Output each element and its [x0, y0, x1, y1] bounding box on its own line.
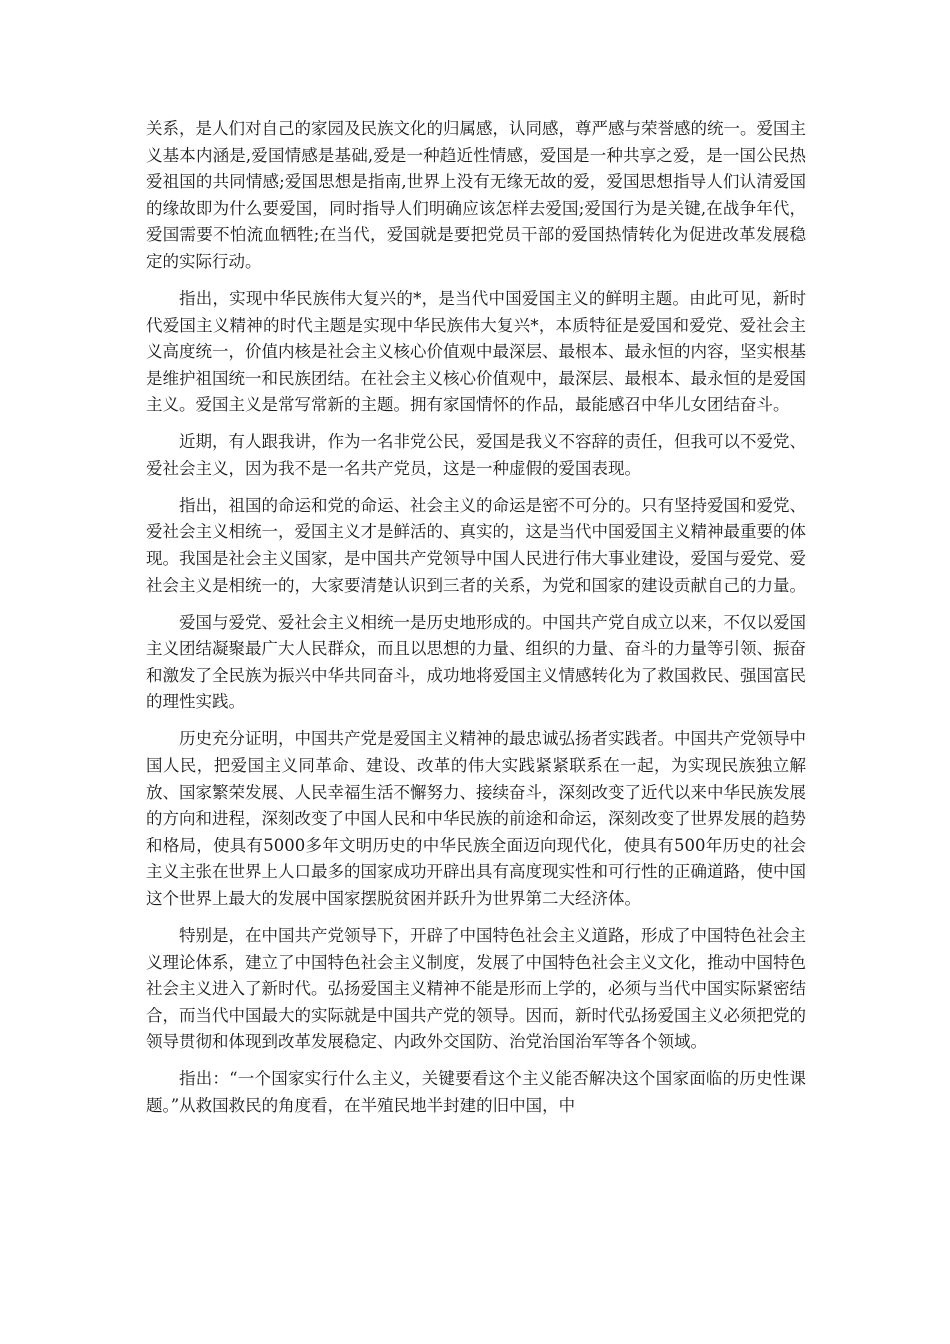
document-page [146, 116, 806, 1130]
paragraph-2: 指出，实现中华民族伟大复兴的*，是当代中国爱国主义的鲜明主题。由此可见，新时代爱国主义精神的时代主题是实现中华民族伟大复兴*，本质特征是爱国和爱党、爱社会主义高度统一，价值内核是社会主义核心价值观中最深层、最根本、最永恒的内容，坚实根基是维护祖国统一和民族团结。在社会主义核心价值观中，最深层、最根本、最永恒的是爱国主义。爱国主义是常写常新的主题。拥有家国情怀的作品，最能感召中华儿女团结奋斗。 [146, 288, 806, 415]
paragraph-7: 特别是，在中国共产党领导下，开辟了中国特色社会主义道路，形成了中国特色社会主义理论体系，建立了中国特色社会主义制度，发展了中国特色社会主义文化，推动中国特色社会主义进入了新时代。弘扬爱国主义精神不能是形而上学的，必须与当代中国实际紧密结合，而当代中国最大的实际就是中国共产党的领导。因而，新时代弘扬爱国主义必须把党的领导贯彻和体现到改革发展稳定、内政外交国防、治党治国治军等各个领域。 [146, 925, 806, 1052]
paragraph-5: 爱国与爱党、爱社会主义相统一是历史地形成的。中国共产党自成立以来，不仅以爱国主义团结凝聚最广大人民群众，而且以思想的力量、组织的力量、奋斗的力量等引领、振奋和激发了全民族为振兴中华共同奋斗，成功地将爱国主义情感转化为了救国救民、强国富民的理性实践。 [146, 612, 806, 712]
paragraph-4: 指出，祖国的命运和党的命运、社会主义的命运是密不可分的。只有坚持爱国和爱党、爱社会主义相统一，爱国主义才是鲜活的、真实的，这是当代中国爱国主义精神最重要的体现。我国是社会主义国家，是中国共产党领导中国人民进行伟大事业建设，爱国与爱党、爱社会主义是相统一的，大家要清楚认识到三者的关系，为党和国家的建设贡献自己的力量。 [146, 495, 806, 595]
paragraph-8: 指出：“一个国家实行什么主义，关键要看这个主义能否解决这个国家面临的历史性课题。”从救国救民的角度看，在半殖民地半封建的旧中国，中 [146, 1069, 806, 1115]
paragraph-3: 近期，有人跟我讲，作为一名非党公民，爱国是我义不容辞的责任，但我可以不爱党、爱社会主义，因为我不是一名共产党员，这是一种虚假的爱国表现。 [146, 432, 806, 478]
paragraph-6: 历史充分证明，中国共产党是爱国主义精神的最忠诚弘扬者实践者。中国共产党领导中国人民，把爱国主义同革命、建设、改革的伟大实践紧紧联系在一起，为实现民族独立解放、国家繁荣发展、人民幸福生活不懈努力、接续奋斗，深刻改变了近代以来中华民族发展的方向和进程，深刻改变了中国人民和中华民族的前途和命运，深刻改变了世界发展的趋势和格局，使具有5000多年文明历史的中华民族全面迈向现代化，使具有500年历史的社会主义主张在世界上人口最多的国家成功开辟出具有高度现实性和可行性的正确道路，使中国这个世界上最大的发展中国家摆脱贫困并跃升为世界第二大经济体。 [146, 729, 806, 908]
paragraph-1: 关系，是人们对自己的家园及民族文化的归属感，认同感，尊严感与荣誉感的统一。爱国主义基本内涵是,爱国情感是基础,爱是一种趋近性情感，爱国是一种共享之爱，是一国公民热爱祖国的共同情感;爱国思想是指南,世界上没有无缘无故的爱，爱国思想指导人们认清爱国的缘故即为什么要爱国，同时指导人们明确应该怎样去爱国;爱国行为是关键,在战争年代，爱国需要不怕流血牺牲;在当代，爱国就是要把党员干部的爱国热情转化为促进改革发展稳定的实际行动。 [146, 119, 806, 271]
